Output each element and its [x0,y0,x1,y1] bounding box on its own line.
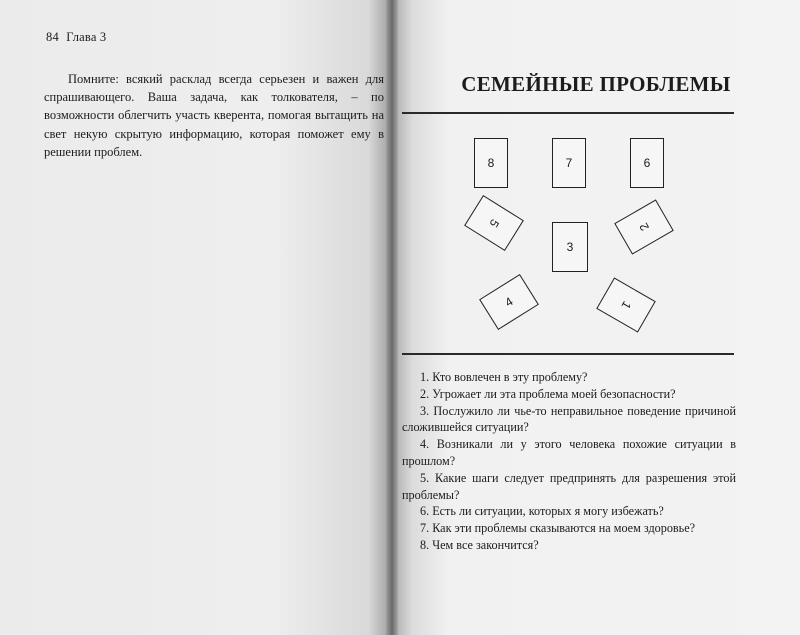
question-item: 3. Послужило ли чье-то неправильное поведение причиной сложившейся ситуации? [402,403,736,435]
running-head [46,30,110,45]
question-item: 4. Возникали ли у этого человека похожие ситуации в прошлом? [402,437,736,468]
card-3 [552,222,588,272]
question-item: 6. Есть ли ситуации, которых я могу избежать? [420,504,664,519]
question-item: 1. Кто вовлечен в эту проблему? [420,370,588,384]
card-1-label: 1 [618,298,634,312]
chapter-label: Глава 3 [66,30,107,44]
question-item: 2. Угрожает ли эта проблема моей безопасности? [420,386,676,401]
page-number: 84 [46,30,59,44]
intro-paragraph: Помните: всякий расклад всегда серьезен и важен для спрашивающего. Ваша задача, как толкователя, – по возможности облегчить участь кверента, помогая вытащить на свет некую скрытую информацию, которая поможет ему в решении проблем. [44,72,384,159]
top-rule [402,112,734,114]
question-item: 7. Как эти проблемы сказываются на моем здоровье? [420,521,696,536]
card-5-label: 5 [486,216,502,230]
card-8 [474,138,508,188]
card-6 [630,138,664,188]
card-7 [552,138,586,188]
card-3-label: 3 [566,240,574,254]
question-item: 5. Какие шаги следует предпринять для разрешения этой проблемы? [402,470,736,502]
question-item: 8. Чем все закончится? [420,537,539,552]
card-4-label: 4 [502,294,516,310]
question-list [402,369,736,554]
card-7-label: 7 [565,156,573,170]
card-8-label: 8 [487,156,495,170]
card-6-label: 6 [643,156,651,170]
card-2-label: 2 [636,220,652,234]
bottom-rule [402,353,734,355]
spread-title: СЕМЕЙНЫЕ ПРОБЛЕМЫ [461,72,731,96]
